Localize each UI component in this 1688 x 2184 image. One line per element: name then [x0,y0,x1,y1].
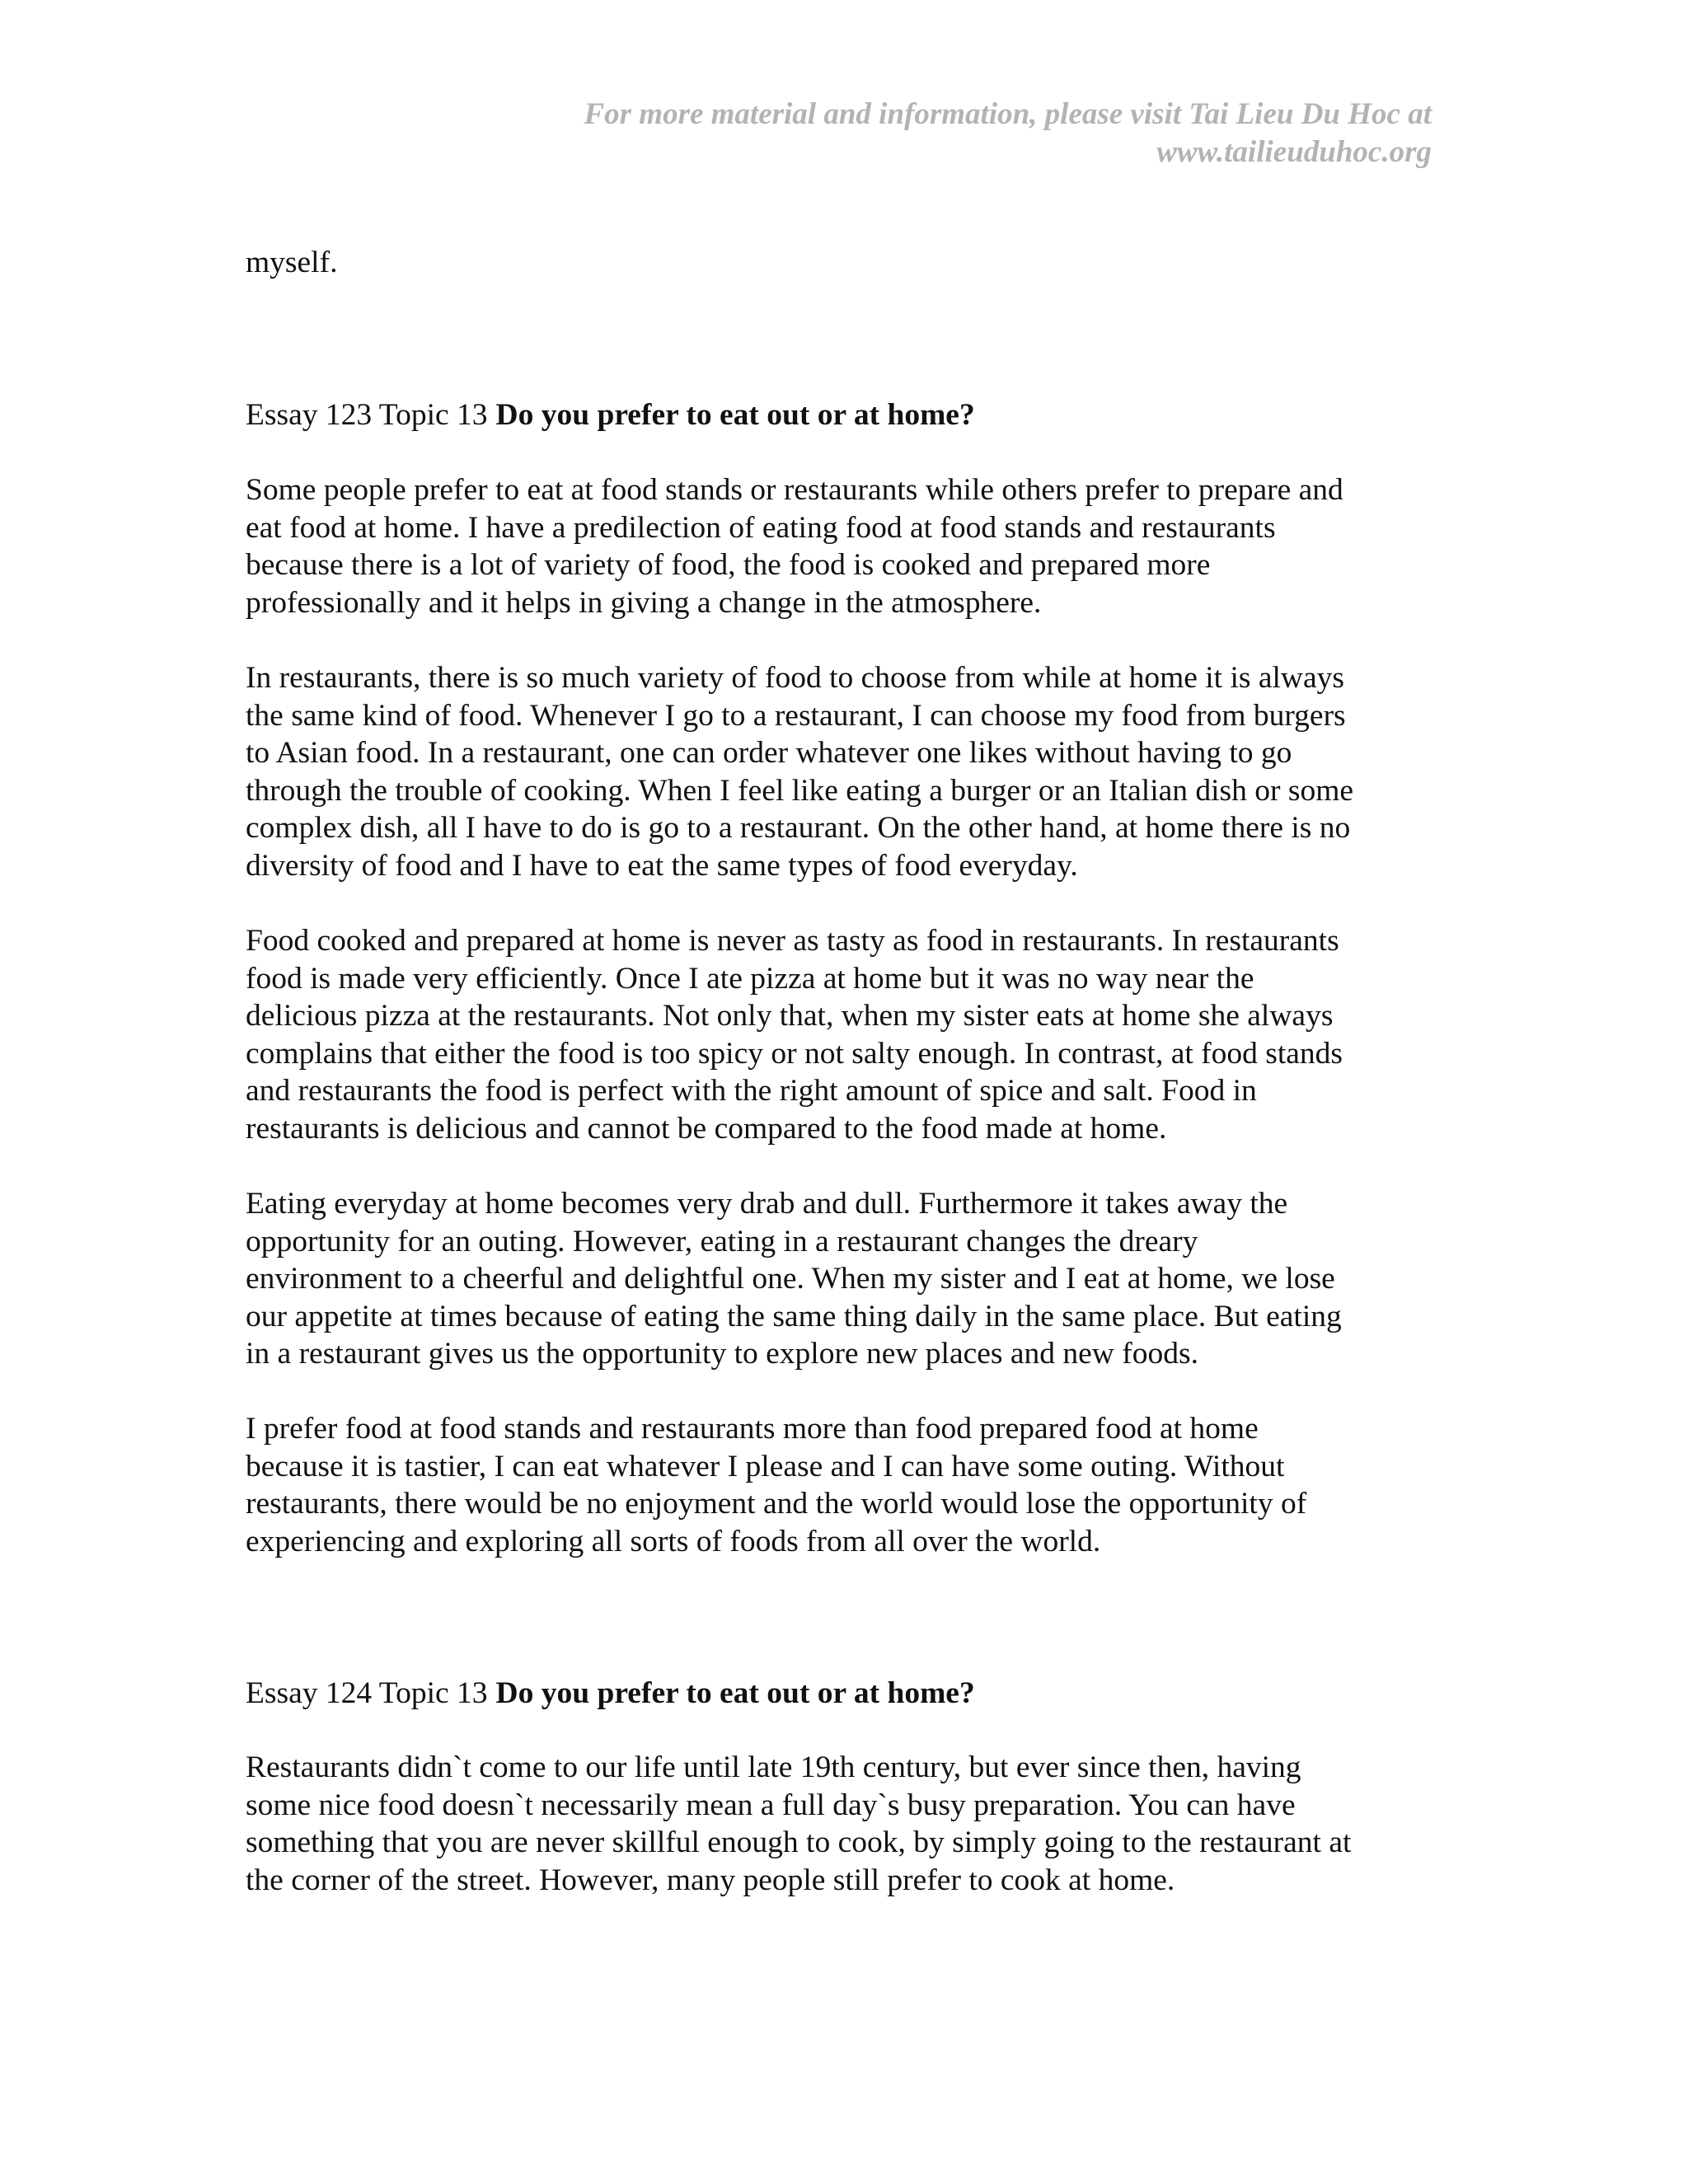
text-line: restaurants, there would be no enjoyment and the world would lose the opportunity of [246,1487,1307,1521]
text-line: Some people prefer to eat at food stands or restaurants while others prefer to prepare and [246,473,1343,507]
text-line: something that you are never skillful enough to cook, by simply going to the restaurant at [246,1825,1352,1860]
text-line: environment to a cheerful and delightful one. When my sister and I eat at home, we lose [246,1262,1335,1296]
page-header [195,96,1432,171]
text-line: and restaurants the food is perfect with the right amount of spice and salt. Food in [246,1074,1257,1108]
text-line: complains that either the food is too spicy or not salty enough. In contrast, at food stands [246,1036,1343,1071]
text-line: through the trouble of cooking. When I feel like eating a burger or an Italian dish or some [246,773,1354,808]
text-line: delicious pizza at the restaurants. Not only that, when my sister eats at home she always [246,999,1334,1033]
essay-123-paragraph-4 [246,1185,1465,1373]
text-line: in a restaurant gives us the opportunity to explore new places and new foods. [246,1337,1198,1371]
text-line: food is made very efficiently. Once I ate pizza at home but it was no way near the [246,961,1254,996]
text-line: experiencing and exploring all sorts of foods from all over the world. [246,1524,1101,1558]
essay-123-paragraph-2 [246,659,1465,885]
essay-123-label: Essay 123 Topic 13 [246,398,488,432]
essay-123-question: Do you prefer to eat out or at home? [495,398,975,432]
text-line: some nice food doesn`t necessarily mean a full day`s busy preparation. You can have [246,1788,1296,1822]
text-line: the corner of the street. However, many people still prefer to cook at home. [246,1863,1175,1897]
text-line: I prefer food at food stands and restaurants more than food prepared food at home [246,1412,1259,1446]
text-line: Food cooked and prepared at home is never as tasty as food in restaurants. In restaurants [246,924,1339,958]
text-line: Restaurants didn`t come to our life until late 19th century, but ever since then, having [246,1750,1301,1784]
text-line: In restaurants, there is so much variety of food to choose from while at home it is always [246,661,1344,695]
essay-124-paragraph-1 [246,1749,1465,1899]
text-line: Eating everyday at home becomes very drab and dull. Furthermore it takes away the [246,1187,1288,1221]
essay-123-paragraph-5 [246,1410,1465,1560]
text-line: professionally and it helps in giving a change in the atmosphere. [246,585,1042,620]
header-website: www.tailieuduhoc.org [1156,135,1432,169]
text-line: to Asian food. In a restaurant, one can order whatever one likes without having to go [246,736,1292,771]
text-line: complex dish, all I have to do is go to a restaurant. On the other hand, at home there is no [246,811,1351,846]
essay-123-paragraph-1 [246,471,1465,621]
text-line: our appetite at times because of eating the same thing daily in the same place. But eating [246,1299,1342,1333]
essay-123-title [246,396,1465,434]
essay-124-title [246,1675,1465,1713]
essay-124-label: Essay 124 Topic 13 [246,1676,488,1710]
essay-124-question: Do you prefer to eat out or at home? [495,1676,975,1710]
text-line: eat food at home. I have a predilection of eating food at food stands and restaurants [246,510,1276,545]
header-line-1: For more material and information, please visit Tai Lieu Du Hoc at [584,97,1432,131]
text-line: because it is tastier, I can eat whatever I please and I can have some outing. Without [246,1449,1285,1483]
essay-123-paragraph-3 [246,922,1465,1148]
text-line: the same kind of food. Whenever I go to a restaurant, I can choose my food from burgers [246,698,1346,733]
text-line: diversity of food and I have to eat the same types of food everyday. [246,848,1078,883]
text-line: opportunity for an outing. However, eating in a restaurant changes the dreary [246,1224,1198,1258]
text-line: because there is a lot of variety of food, the food is cooked and prepared more [246,548,1211,583]
text-line: restaurants is delicious and cannot be compared to the food made at home. [246,1111,1167,1146]
carryover-fragment: myself. [246,246,338,279]
